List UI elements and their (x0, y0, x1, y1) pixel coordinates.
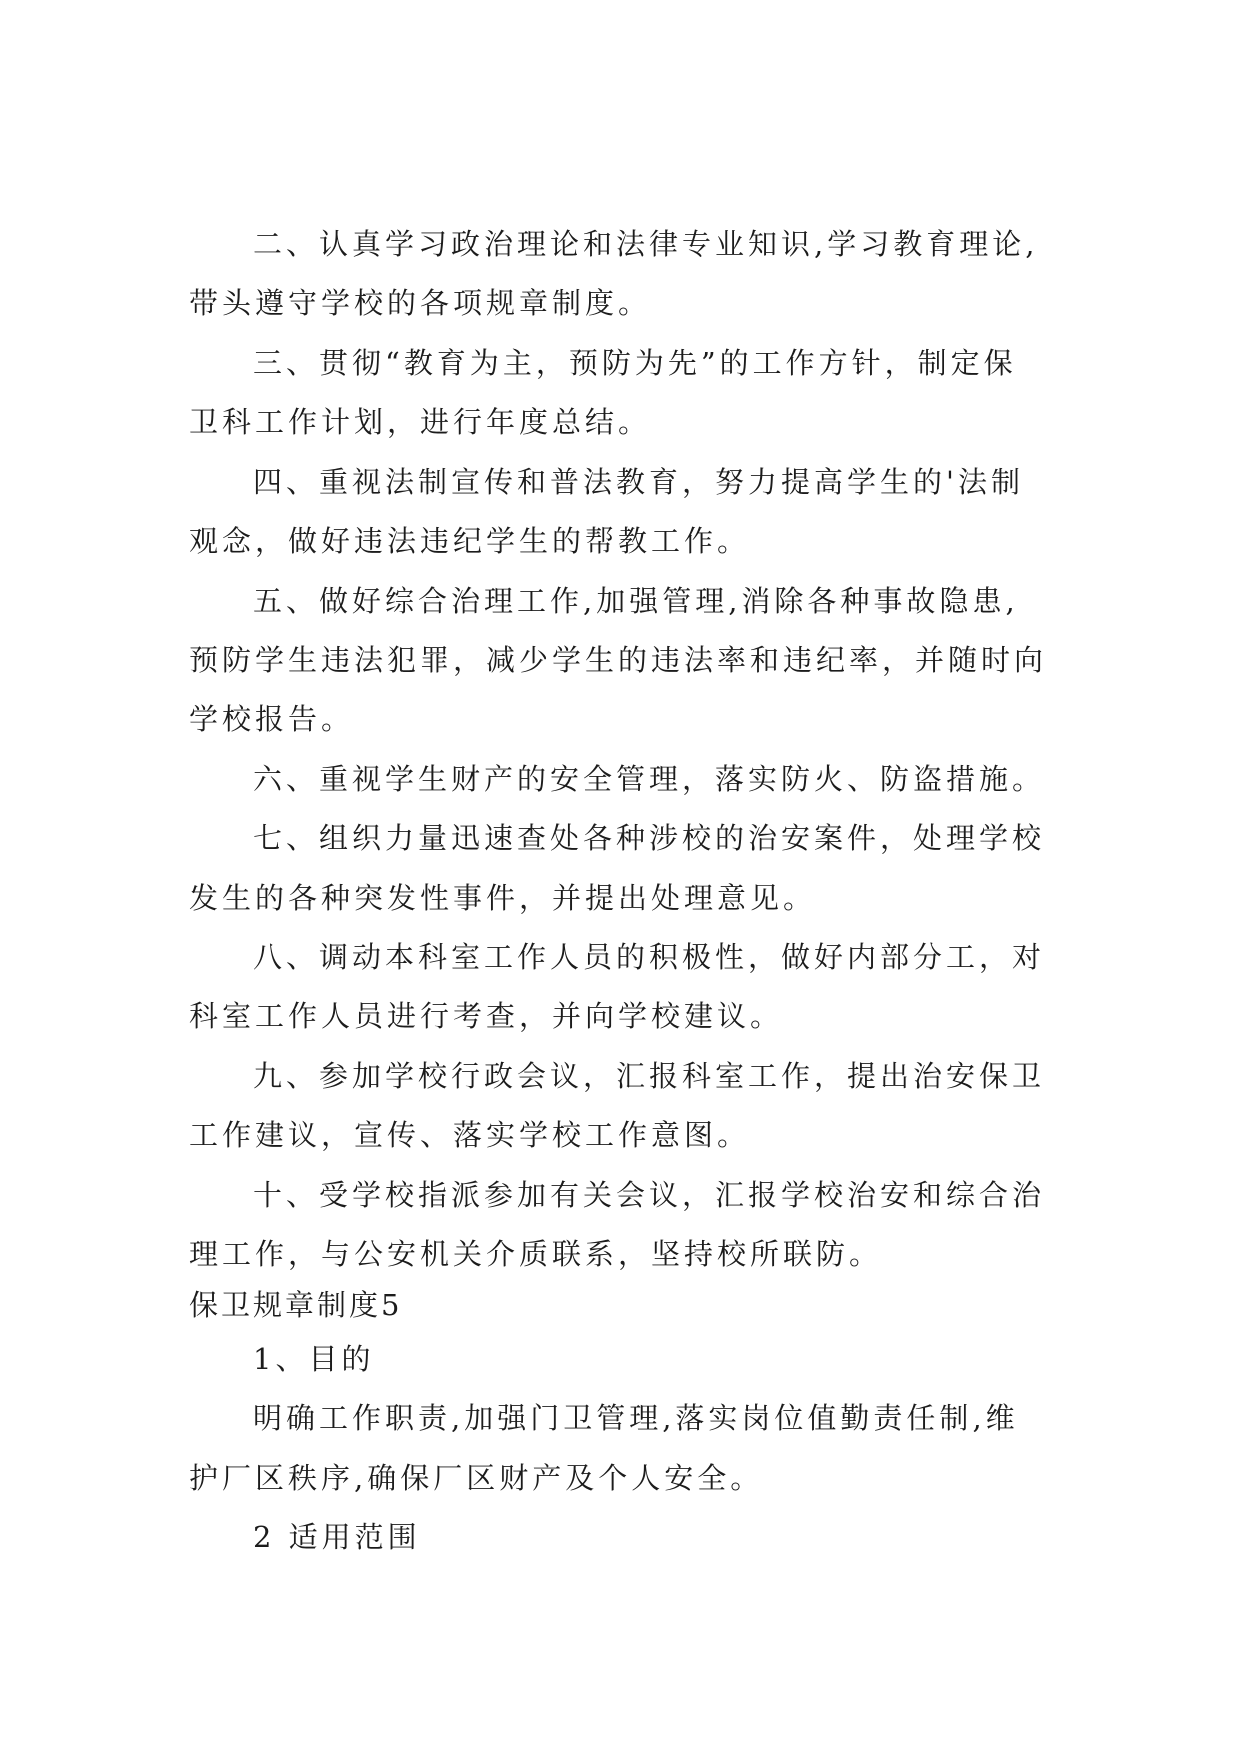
text-line: 六、重视学生财产的安全管理，落实防火、防盗措施。 (253, 762, 1046, 796)
text-line: 三、贯彻“教育为主，预防为先”的工作方针，制定保 (253, 346, 1017, 380)
text-line: 工作建议，宣传、落实学校工作意图。 (189, 1118, 751, 1152)
text-line: 五、做好综合治理工作,加强管理,消除各种事故隐患, (253, 584, 1019, 618)
text-line: 科室工作人员进行考查，并向学校建议。 (189, 999, 784, 1033)
text-line: 学校报告。 (189, 702, 355, 736)
text-line: 带头遵守学校的各项规章制度。 (189, 286, 652, 320)
text-line: 七、组织力量迅速查处各种涉校的治安案件，处理学校 (253, 821, 1046, 855)
text-line: 卫科工作计划，进行年度总结。 (189, 405, 652, 439)
text-line: 发生的各种突发性事件，并提出处理意见。 (189, 881, 817, 915)
text-line: 理工作，与公安机关介质联系，坚持校所联防。 (189, 1237, 883, 1271)
text-line: 二、认真学习政治理论和法律专业知识,学习教育理论, (253, 227, 1039, 261)
text-line: 九、参加学校行政会议，汇报科室工作，提出治安保卫 (253, 1059, 1046, 1093)
text-line: 预防学生违法犯罪，减少学生的违法率和违纪率，并随时向 (189, 643, 1048, 677)
subsection-heading: 1、目的 (253, 1342, 375, 1376)
section-heading: 保卫规章制度5 (189, 1288, 403, 1322)
text-line: 四、重视法制宣传和普法教育，努力提高学生的'法制 (253, 465, 1024, 499)
text-line: 十、受学校指派参加有关会议，汇报学校治安和综合治 (253, 1178, 1046, 1212)
text-line: 明确工作职责,加强门卫管理,落实岗位值勤责任制,维 (253, 1401, 1019, 1435)
subsection-heading: 2 适用范围 (253, 1520, 421, 1554)
text-line: 观念，做好违法违纪学生的帮教工作。 (189, 524, 751, 558)
text-line: 护厂区秩序,确保厂区财产及个人安全。 (189, 1461, 764, 1495)
text-line: 八、调动本科室工作人员的积极性，做好内部分工，对 (253, 940, 1046, 974)
